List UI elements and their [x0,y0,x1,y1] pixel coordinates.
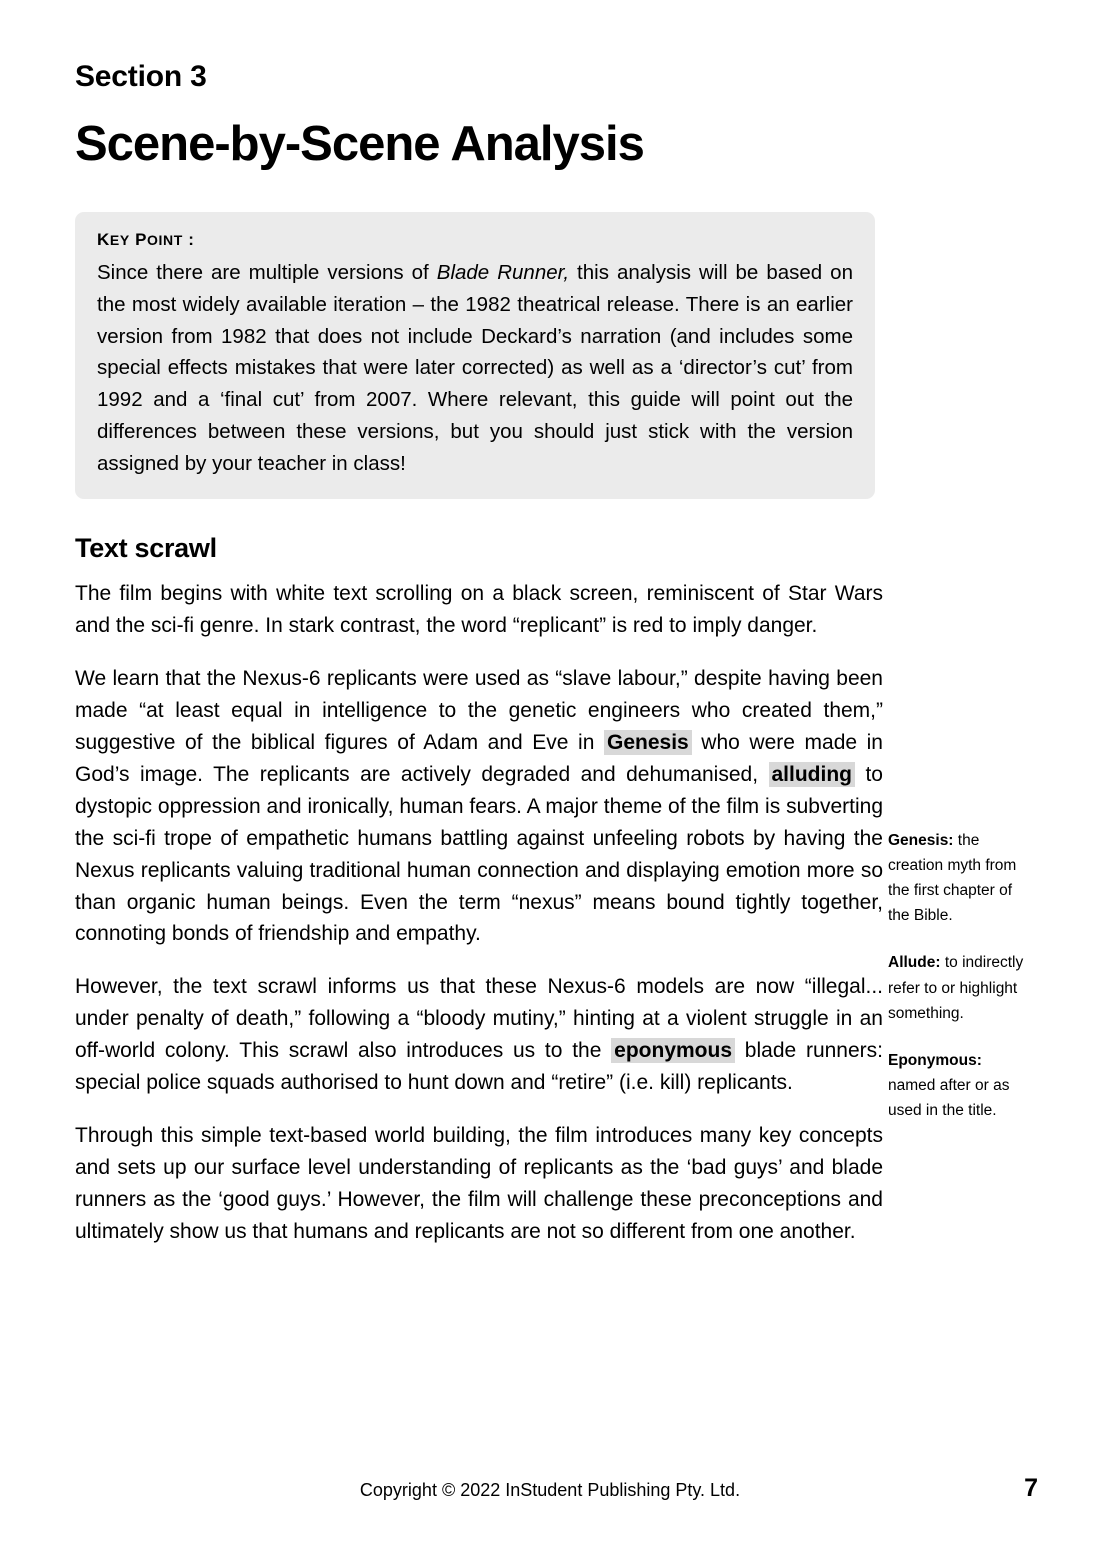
highlight-genesis: Genesis [604,730,692,755]
key-point-callout [75,212,875,499]
key-point-text-after: this analysis will be based on the most widely available iteration – the 1982 theatrical release. There is an earlier version from 1982 that does not include Deckard’s narration (and includes some special effects mistakes that were later corrected) as well as a ‘director’s cut’ from 1992 and a ‘final cut’ from 2007. Where relevant, this guide will point out the differences between these versions, but you should just stick with the version assigned by your teacher in class! [97,261,853,475]
paragraph-4: Through this simple text-based world building, the film introduces many key concepts and sets up our surface level understanding of replicants as the ‘bad guys’ and blade runners as the ‘good guys.’ However, the film will challenge these preconceptions and ultimately show us that humans and replicants are not so different from one another. [75,1123,883,1243]
key-point-label: KEY POINT : [97,230,195,249]
paragraph-2-part-c: to dystopic oppression and ironically, human fears. A major theme of the film is subverting the sci-fi trope of empathetic humans battling against unfeeling robots by having the Nexus replicants valuing traditional human connection and displaying emotion more so than organic human beings. Even the term “nexus” means bound tightly together, connoting bonds of friendship and empathy. [75,762,883,946]
page-number: 7 [1024,1474,1038,1502]
margin-note-eponymous [888,1048,1028,1123]
key-point-film-title: Blade Runner, [436,261,570,284]
paragraph-2-part-b: who were made in God’s image. The replicants are actively degraded and dehumanised, [75,730,883,786]
margin-note-genesis [888,828,1028,928]
margin-note-definition: to indirectly refer to or highlight something. [888,954,1024,1022]
paragraph-3-part-b: blade runners: special police squads authorised to hunt down and “retire” (i.e. kill) replicants. [75,1039,883,1095]
key-point-text-before: Since there are multiple versions of [97,261,437,284]
margin-note-term: Eponymous: [888,1051,982,1069]
page-title: Scene-by-Scene Analysis [75,117,644,171]
highlight-eponymous: eponymous [611,1038,735,1063]
paragraph-3-part-a: However, the text scrawl informs us that these Nexus-6 models are now “illegal... under penalty of death,” following a “bloody mutiny,” hinting at a violent struggle in an off-world colony. This scrawl also introduces us to the [75,975,883,1063]
margin-note-term: Genesis: [888,832,954,849]
highlight-alluding: alluding [769,762,856,787]
margin-notes [888,828,1028,1145]
copyright-text: Copyright © 2022 InStudent Publishing Pty. Ltd. [359,1480,741,1500]
page-content [75,60,1025,1248]
margin-note-allude [888,950,1028,1025]
paragraph-1: The film begins with white text scrolling on a black screen, reminiscent of Star Wars and the sci-fi genre. In stark contrast, the word “replicant” is red to imply danger. [75,582,883,638]
subheading-text-scrawl: Text scrawl [75,533,217,564]
paragraph-2 [75,663,883,950]
section-label: Section 3 [75,60,207,93]
key-point-text [97,257,853,479]
margin-note-definition: the creation myth from the first chapter of the Bible. [888,832,1017,925]
margin-note-definition: named after or as used in the title. [888,1076,1010,1119]
body-column [75,533,883,1247]
paragraph-2-part-a: We learn that the Nexus-6 replicants were used as “slave labour,” despite having been made “at least equal in intelligence to the genetic engineers who created them,” suggestive of the biblical figures of Adam and Eve in [75,667,883,754]
page-footer [0,1480,1100,1501]
paragraph-3 [75,971,883,1099]
margin-note-term: Allude: [888,954,941,972]
